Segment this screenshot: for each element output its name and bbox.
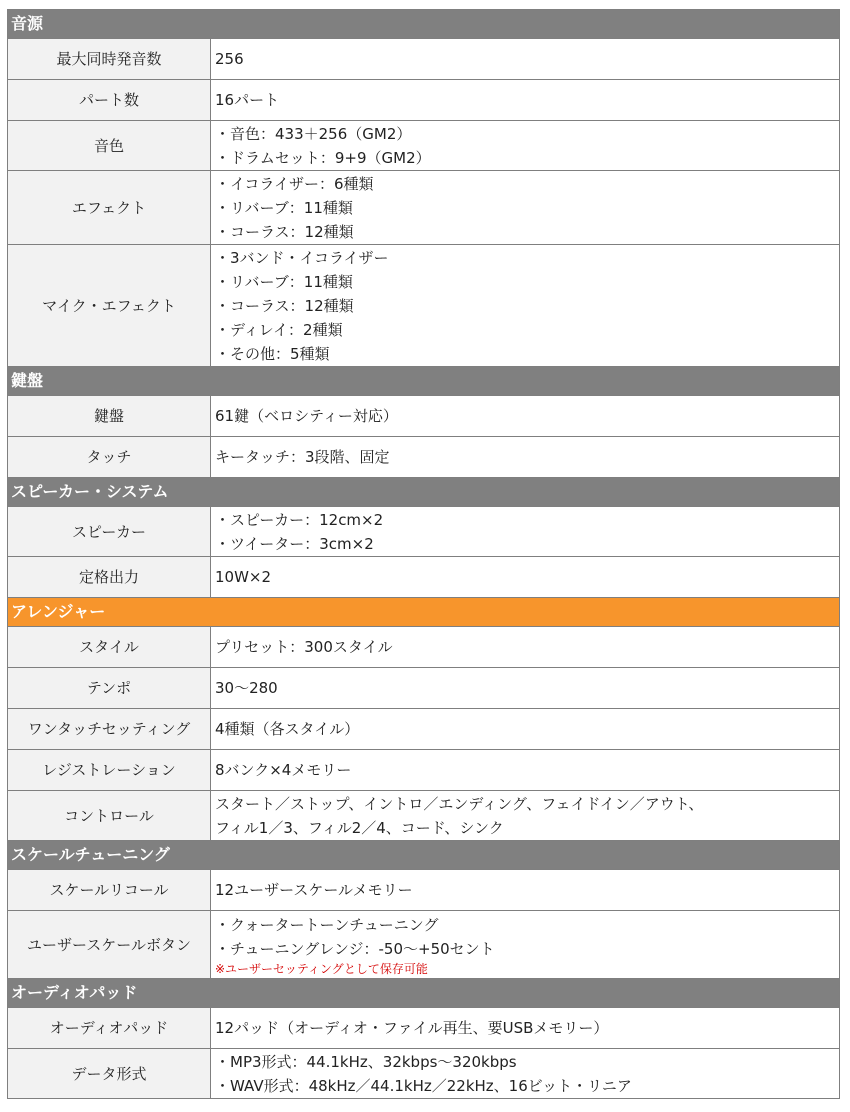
value-line: ・クォータートーンチューニング [215,915,439,934]
row-value [211,668,840,709]
value-line: 256 [215,50,244,68]
value-line: ・WAV形式：48kHz／44.1kHz／22kHz、16ビット・リニア [215,1076,632,1095]
section-title: アレンジャー [8,598,840,627]
table-row [8,627,840,668]
section-title: オーディオパッド [8,979,840,1008]
value-line: ・コーラス：12種類 [215,222,354,241]
section-title: スケールチューニング [8,841,840,870]
value-line: ・その他：5種類 [215,344,330,363]
section-header-scale [8,841,840,870]
spec-table [7,9,840,1099]
section-title: 音源 [8,10,840,39]
row-label: エフェクト [8,171,211,245]
value-line: フィル1／3、フィル2／4、コード、シンク [215,818,504,837]
value-line: スタート／ストップ、イントロ／エンディング、フェイドイン／アウト、 [215,794,704,813]
note-text: ※ユーザーセッティングとして保存可能 [215,961,428,976]
section-header-speaker [8,478,840,507]
table-row [8,557,840,598]
row-value [211,171,840,245]
row-value [211,557,840,598]
value-line: ・スピーカー：12cm×2 [215,510,384,529]
table-row [8,791,840,841]
row-label: パート数 [8,80,211,121]
section-header-keyboard [8,367,840,396]
row-label: オーディオパッド [8,1008,211,1049]
value-line: 4種類（各スタイル） [215,720,360,738]
section-header-sound [8,10,840,39]
row-label: タッチ [8,437,211,478]
value-line: ・ディレイ：2種類 [215,320,343,339]
row-value [211,1049,840,1099]
row-label: スケールリコール [8,870,211,911]
table-row [8,396,840,437]
row-value [211,39,840,80]
row-label: データ形式 [8,1049,211,1099]
table-row [8,1008,840,1049]
row-label: 鍵盤 [8,396,211,437]
table-row [8,870,840,911]
value-line: ・MP3形式：44.1kHz、32kbps～320kbps [215,1052,517,1071]
value-line: 16パート [215,91,280,109]
row-label: スタイル [8,627,211,668]
value-line: ・ドラムセット：9+9（GM2） [215,148,431,167]
row-label: マイク・エフェクト [8,245,211,367]
row-label: コントロール [8,791,211,841]
value-line: 30～280 [215,679,278,697]
row-value [211,245,840,367]
row-label: ユーザースケールボタン [8,911,211,979]
section-title: 鍵盤 [8,367,840,396]
table-row [8,80,840,121]
row-label: テンポ [8,668,211,709]
table-row [8,171,840,245]
row-value [211,709,840,750]
row-value [211,80,840,121]
table-row [8,750,840,791]
table-row [8,437,840,478]
row-value [211,437,840,478]
section-header-arranger [8,598,840,627]
row-label: 最大同時発音数 [8,39,211,80]
value-line: ・イコライザー：6種類 [215,174,374,193]
row-label: 音色 [8,121,211,171]
row-value [211,507,840,557]
table-row [8,1049,840,1099]
value-line: ・リバーブ：11種類 [215,198,353,217]
table-row [8,668,840,709]
value-line: 61鍵（ベロシティー対応） [215,407,398,425]
row-value [211,750,840,791]
table-row [8,507,840,557]
value-line: プリセット：300スタイル [215,638,393,656]
row-value [211,870,840,911]
table-row [8,911,840,979]
value-line: ・3バンド・イコライザー [215,248,389,267]
table-row [8,245,840,367]
table-row [8,39,840,80]
row-label: ワンタッチセッティング [8,709,211,750]
value-line: ・リバーブ：11種類 [215,272,353,291]
value-line: 12ユーザースケールメモリー [215,881,413,899]
value-line: ・チューニングレンジ：-50～+50セント [215,939,495,958]
value-line: 10W×2 [215,568,272,586]
section-header-audiopad [8,979,840,1008]
section-title: スピーカー・システム [8,478,840,507]
row-value [211,121,840,171]
row-value [211,396,840,437]
row-value [211,627,840,668]
value-line: 8バンク×4メモリー [215,761,352,779]
row-label: スピーカー [8,507,211,557]
row-value [211,791,840,841]
row-value [211,911,840,979]
value-line: 12パッド（オーディオ・ファイル再生、要USBメモリー） [215,1019,609,1037]
value-line: ・ツイーター：3cm×2 [215,534,374,553]
value-line: ・音色：433＋256（GM2） [215,124,412,143]
row-value [211,1008,840,1049]
value-line: キータッチ：3段階、固定 [215,448,390,466]
table-row [8,121,840,171]
value-line: ・コーラス：12種類 [215,296,354,315]
table-row [8,709,840,750]
row-label: レジストレーション [8,750,211,791]
row-label: 定格出力 [8,557,211,598]
